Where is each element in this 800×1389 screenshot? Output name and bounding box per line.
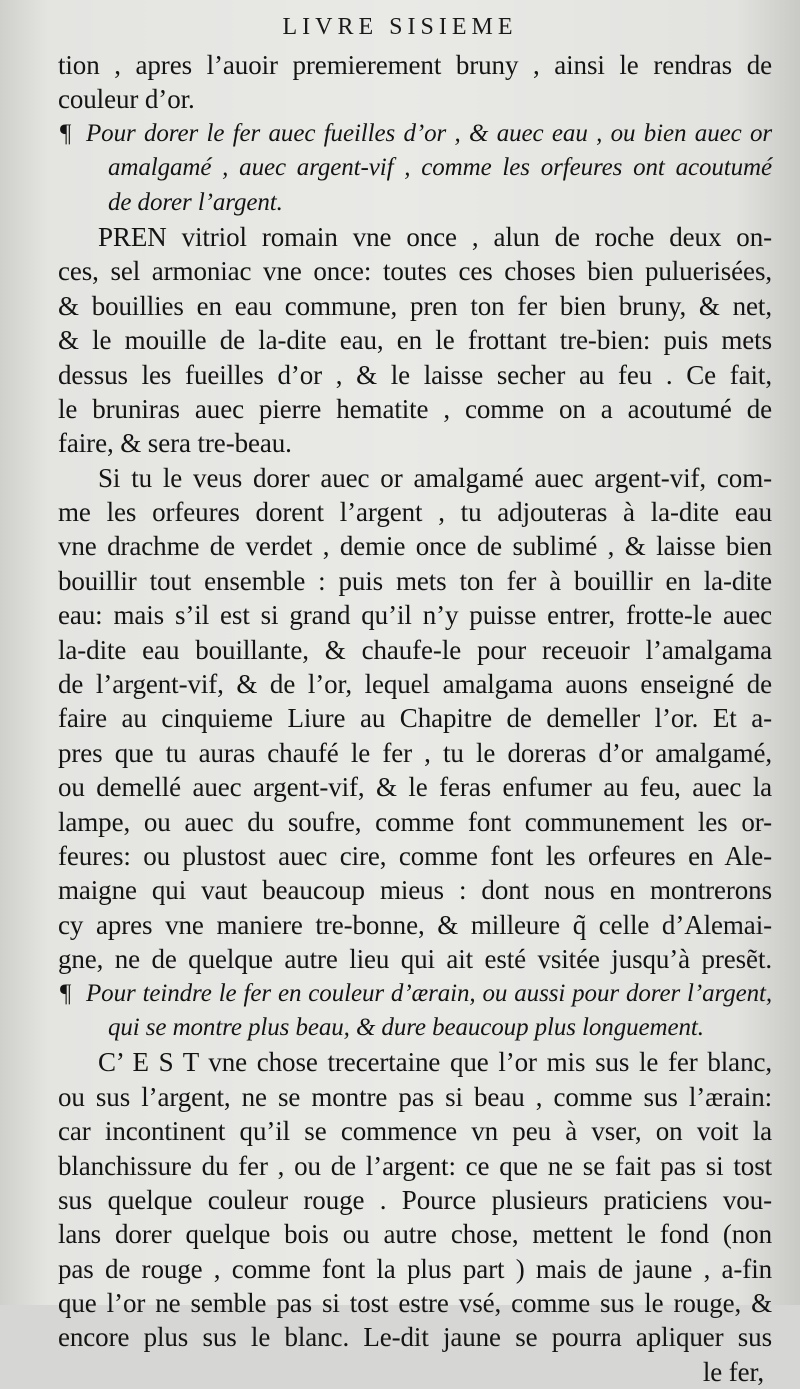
- text-line: Si tu le veus dorer auec or amalgamé auec argent-vif, com-: [98, 462, 772, 493]
- text-line: le bruniras auec pierre hematite , comme on a acoutumé de: [58, 393, 772, 424]
- text-line: cy apres vne maniere tre-bonne, & milleure q̃ celle d’Alemai-: [58, 909, 772, 940]
- text-line: de l’argent-vif, & de l’or, lequel amalgama auons enseigné de: [58, 669, 772, 700]
- section-heading-brass-color: [58, 977, 772, 1046]
- pilcrow-icon: ¶: [60, 119, 72, 147]
- text-line: sus quelque couleur rouge . Pource plusieurs praticiens vou-: [58, 1184, 772, 1215]
- text-line: ou sus l’argent, ne se montre pas si beau , comme sus l’ærain:: [58, 1081, 772, 1112]
- text-line: faire, & sera tre-beau.: [58, 428, 292, 459]
- text-line: maigne qui vaut beaucoup mieus : dont nous en montrerons: [58, 875, 772, 906]
- text-line: feures: ou plustost auec cire, comme font les orfeures en Ale-: [58, 840, 772, 871]
- heading-text: Pour teindre le fer en couleur d’ærain, ou aussi pour dorer l’argent,: [86, 979, 772, 1007]
- text-line: lans dorer quelque bois ou autre chose, mettent le fond (non: [58, 1219, 772, 1250]
- text-line: couleur d’or.: [58, 84, 195, 115]
- text-line: que l’or ne semble pas si tost estre vsé, comme sus le rouge, &: [58, 1288, 772, 1319]
- paragraph-3: [58, 1045, 772, 1389]
- text-line: blanchissure du fer , ou de l’argent: ce que ne se fait pas si tost: [58, 1150, 772, 1181]
- text-line: la-dite eau bouillante, & chaufe-le pour receuoir l’amalgama: [58, 634, 772, 665]
- text-line: pas de rouge , comme font la plus part ) mais de jaune , a-fin: [58, 1253, 772, 1284]
- text-line: eau: mais s’il est si grand qu’il n’y puisse entrer, frotte-le auec: [58, 600, 772, 631]
- text-line: dessus les fueilles d’or , & le laisse secher au feu . Ce fait,: [58, 359, 772, 390]
- text-line: ces, sel armoniac vne once: toutes ces choses bien puluerisées,: [58, 256, 772, 287]
- text-line: faire au cinquieme Liure au Chapitre de demeller l’or. Et a-: [58, 703, 772, 734]
- heading-line: de dorer l’argent.: [108, 188, 283, 216]
- text-line: car incontinent qu’il se commence vn peu à vser, on voit la: [58, 1116, 772, 1147]
- text-line: C’ E S T vne chose trecertaine que l’or mis sus le fer blanc,: [98, 1047, 772, 1078]
- running-header: LIVRE SISIEME: [282, 14, 518, 40]
- text-line: gne, ne de quelque autre lieu qui ait esté vsitée jusqu’à presẽt.: [58, 944, 772, 975]
- text-line: pres que tu auras chaufé le fer , tu le doreras d’or amalgamé,: [58, 737, 772, 768]
- text-line: ou demellé auec argent-vif, & le feras enfumer au feu, auec la: [58, 772, 772, 803]
- text-line: tion , apres l’auoir premierement bruny , ainsi le rendras de: [58, 50, 772, 80]
- heading-line: [58, 117, 772, 151]
- heading-text: Pour dorer le fer auec fueilles d’or , & auec eau , ou bien auec or: [86, 119, 772, 147]
- catchword-line: le fer,: [702, 1356, 764, 1387]
- heading-line: amalgamé , auec argent-vif , comme les orfeures ont acoutumé: [108, 154, 772, 182]
- paragraph-1: [58, 220, 772, 461]
- pilcrow-icon: ¶: [60, 979, 72, 1007]
- paragraph-2: [58, 461, 772, 977]
- heading-line: [58, 977, 772, 1011]
- text-block: [58, 48, 772, 1389]
- section-heading-gilding-with-leaf: [58, 117, 772, 220]
- heading-line: qui se montre plus beau, & dure beaucoup plus longuement.: [108, 1013, 704, 1041]
- text-line: vne drachme de verdet , demie once de sublimé , & laisse bien: [58, 531, 772, 562]
- text-line: PREN vitriol romain vne once , alun de roche deux on-: [98, 221, 772, 252]
- text-line: encore plus sus le blanc. Le-dit jaune se pourra apliquer sus: [58, 1322, 772, 1353]
- text-line: & le mouille de la-dite eau, en le frottant tre-bien: puis mets: [58, 325, 772, 356]
- text-line: me les orfeures dorent l’argent , tu adjouteras à la-dite eau: [58, 497, 772, 528]
- text-line: & bouillies en eau commune, pren ton fer bien bruny, & net,: [58, 290, 772, 321]
- text-line: lampe, ou auec du soufre, comme font communement les or-: [58, 806, 772, 837]
- text-line: bouillir tout ensemble : puis mets ton fer à bouillir en la-dite: [58, 565, 772, 596]
